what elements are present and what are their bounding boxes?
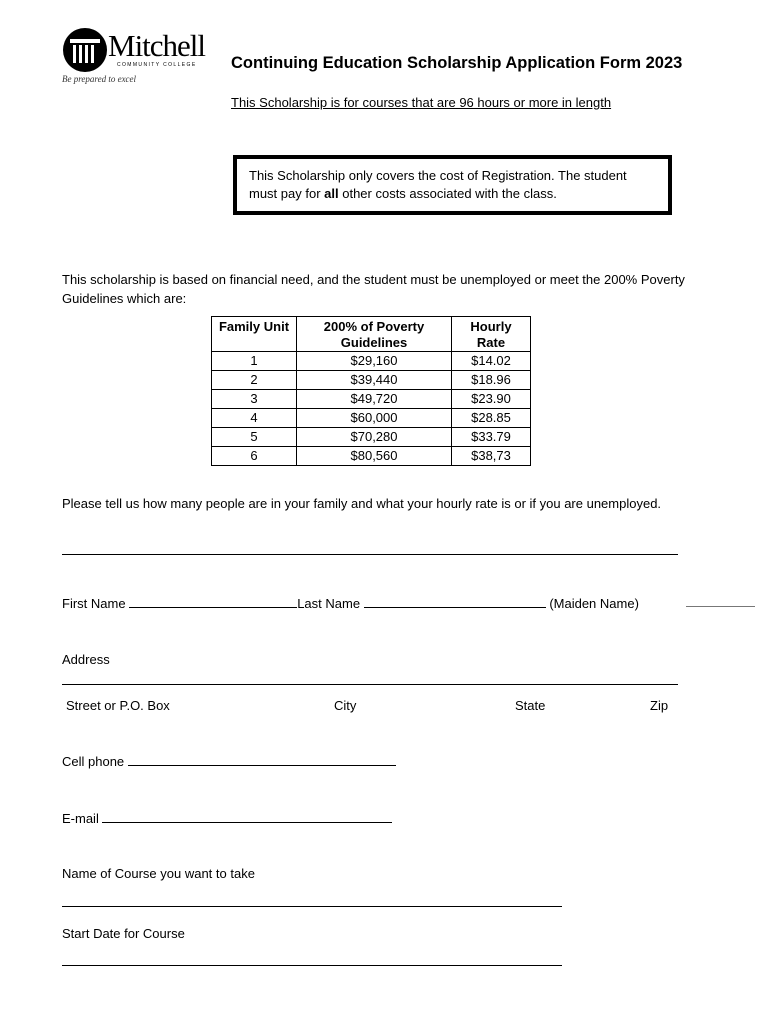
cell-family-unit: 5 [212,428,297,447]
cell-rate: $23.90 [452,390,531,409]
form-subtitle: This Scholarship is for courses that are 96 hours or more in length [231,95,612,110]
cell-guideline: $80,560 [297,447,452,466]
cell-rate: $33.79 [452,428,531,447]
columns-logo-icon [62,27,108,73]
cell-family-unit: 2 [212,371,297,390]
table-row [212,409,531,428]
table-row [212,390,531,409]
maiden-name-label: (Maiden Name) [549,596,639,611]
logo-subtitle: COMMUNITY COLLEGE [117,62,197,68]
name-row [62,596,639,611]
table-row [212,371,531,390]
start-date-field[interactable] [62,965,562,966]
zip-label: Zip [650,698,669,713]
eligibility-text: This scholarship is based on financial need, and the student must be unemployed or meet the 200% Poverty Guidelines which are: [62,272,685,306]
logo-name: Mitchell [108,28,206,63]
cell-guideline: $39,440 [297,371,452,390]
header-poverty-guidelines: 200% of Poverty Guidelines [297,317,452,352]
cell-rate: $18.96 [452,371,531,390]
notice-text-before: This Scholarship only covers the cost of Registration. The student must pay for [249,168,627,201]
table-row [212,447,531,466]
cell-rate: $14.02 [452,352,531,371]
email-row [62,811,392,826]
cell-rate: $28.85 [452,409,531,428]
last-name-label: Last Name [297,596,361,611]
last-name-field[interactable] [364,606,546,608]
header-family-unit: Family Unit [212,317,297,352]
address-field[interactable] [62,684,678,685]
first-name-field[interactable] [129,606,297,608]
state-label: State [515,698,546,713]
cell-family-unit: 6 [212,447,297,466]
family-answer-line[interactable] [62,554,678,555]
email-field[interactable] [102,821,392,823]
course-name-label: Name of Course you want to take [62,866,255,881]
college-logo [62,27,207,87]
cell-phone-field[interactable] [128,764,396,766]
course-name-field[interactable] [62,906,562,907]
cell-phone-label: Cell phone [62,754,125,769]
family-prompt: Please tell us how many people are in your family and what your hourly rate is or if you are unemployed. [62,496,662,511]
cell-phone-row [62,754,396,769]
cell-family-unit: 4 [212,409,297,428]
form-title: Continuing Education Scholarship Application Form 2023 [231,54,683,72]
cell-guideline: $49,720 [297,390,452,409]
notice-text-after: other costs associated with the class. [338,186,557,201]
cell-guideline: $29,160 [297,352,452,371]
first-name-label: First Name [62,596,126,611]
cell-rate: $38,73 [452,447,531,466]
city-label: City [334,698,357,713]
cell-guideline: $70,280 [297,428,452,447]
cell-family-unit: 3 [212,390,297,409]
street-label: Street or P.O. Box [66,698,170,713]
poverty-guidelines-table [211,316,531,466]
table-header-row [212,317,531,352]
registration-notice [233,155,672,215]
notice-bold: all [324,186,339,201]
cell-guideline: $60,000 [297,409,452,428]
table-row [212,352,531,371]
cell-family-unit: 1 [212,352,297,371]
start-date-label: Start Date for Course [62,926,185,941]
header-hourly-rate: Hourly Rate [452,317,531,352]
maiden-name-field[interactable] [686,606,755,607]
email-label: E-mail [62,811,99,826]
logo-tagline: Be prepared to excel [62,74,137,84]
table-row [212,428,531,447]
address-label: Address [62,652,110,667]
